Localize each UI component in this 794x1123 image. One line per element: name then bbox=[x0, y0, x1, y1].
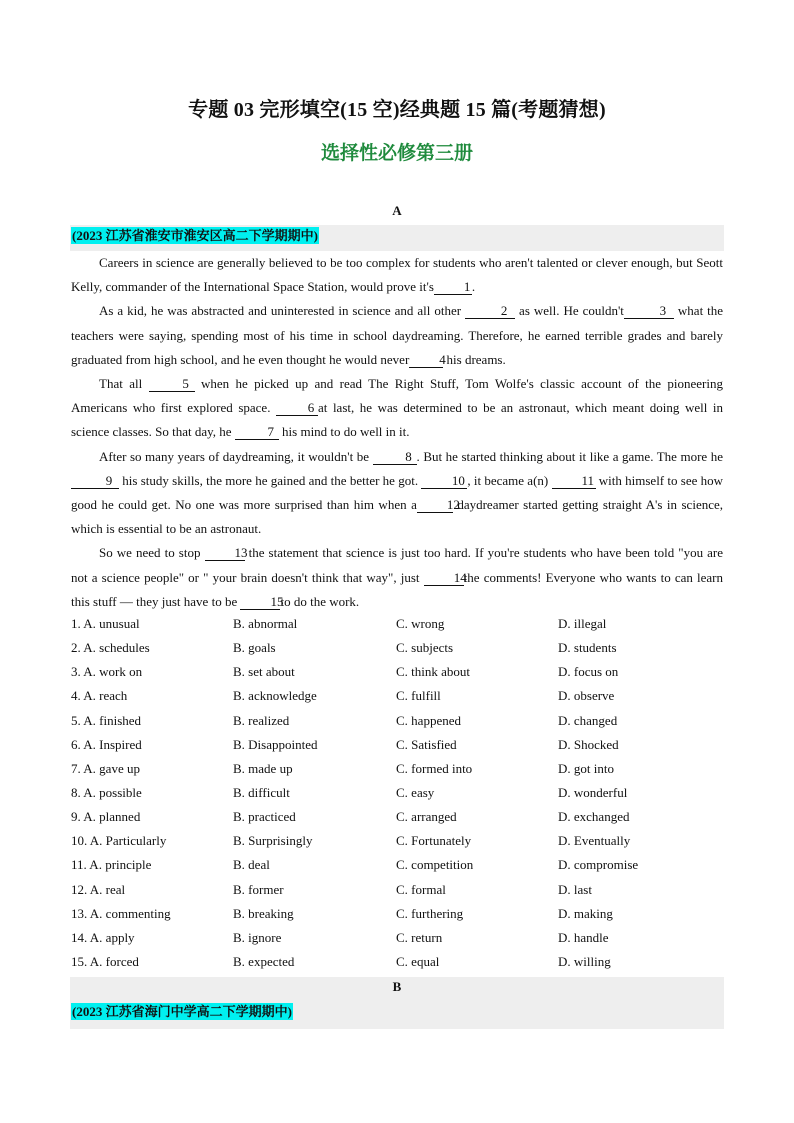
option-d: D. last bbox=[558, 881, 592, 897]
option-a: 5. A. finished bbox=[71, 712, 142, 728]
option-d: D. Shocked bbox=[558, 736, 619, 752]
option-row bbox=[71, 902, 723, 926]
option-d: D. changed bbox=[558, 712, 618, 728]
paragraph-1 bbox=[71, 251, 723, 299]
option-b: B. Surprisingly bbox=[233, 833, 313, 849]
option-a: 12. A. real bbox=[71, 881, 126, 897]
option-d: D. compromise bbox=[558, 857, 639, 873]
option-c: C. formal bbox=[396, 881, 446, 897]
option-d: D. got into bbox=[558, 760, 614, 776]
option-a: 6. A. Inspired bbox=[71, 736, 142, 752]
option-row bbox=[71, 853, 723, 877]
page-title: 专题 03 完形填空(15 空)经典题 15 篇(考题猜想) bbox=[188, 99, 606, 121]
option-row bbox=[71, 757, 723, 781]
option-row bbox=[71, 709, 723, 733]
option-b: B. deal bbox=[233, 857, 270, 873]
text: his mind to do well in it. bbox=[282, 424, 410, 440]
blank-13: 13 bbox=[205, 546, 245, 561]
option-b: B. acknowledge bbox=[233, 688, 317, 704]
text: . But he started thinking about it like a game. The more he bbox=[416, 448, 724, 464]
option-row bbox=[71, 878, 723, 902]
option-c: C. competition bbox=[396, 857, 474, 873]
option-c: C. easy bbox=[396, 784, 435, 800]
paragraph-5 bbox=[71, 541, 723, 614]
option-d: D. focus on bbox=[558, 664, 619, 680]
option-a: 13. A. commenting bbox=[71, 905, 171, 921]
option-a: 9. A. planned bbox=[71, 809, 141, 825]
text: . bbox=[471, 279, 476, 295]
text: his dreams. bbox=[446, 351, 506, 367]
text: his study skills, the more he gained and the better he got. bbox=[122, 472, 419, 488]
section-a-label: A bbox=[392, 203, 402, 218]
option-c: C. Satisfied bbox=[396, 736, 457, 752]
option-b: B. made up bbox=[233, 760, 293, 776]
option-row bbox=[71, 684, 723, 708]
option-c: C. Fortunately bbox=[396, 833, 472, 849]
text: , it became a(n) bbox=[467, 472, 549, 488]
option-c: C. formed into bbox=[396, 760, 473, 776]
option-d: D. Eventually bbox=[558, 833, 631, 849]
paragraph-3 bbox=[71, 372, 723, 445]
option-row bbox=[71, 660, 723, 684]
option-a: 15. A. forced bbox=[71, 953, 139, 969]
option-c: C. wrong bbox=[396, 616, 445, 631]
text: at last, he was determined to be an astronaut, which meant doing well in science classes. So that day, he bbox=[71, 400, 724, 440]
option-row bbox=[71, 950, 723, 974]
blank-2: 2 bbox=[465, 304, 515, 319]
blank-15: 15 bbox=[240, 595, 280, 610]
option-a: 14. A. apply bbox=[71, 929, 135, 945]
text: what the teachers were saying, spending most of his time in school daydreaming. Therefore, he earned terrible grades and barely graduated from high school, and he even thought he would never bbox=[71, 303, 724, 367]
section-b-source: (2023 江苏省海门中学高二下学期期中) bbox=[72, 1004, 292, 1019]
blank-3: 3 bbox=[624, 304, 674, 319]
text: After so many years of daydreaming, it wouldn't be bbox=[99, 448, 369, 464]
option-d: D. illegal bbox=[558, 616, 607, 631]
text: That all bbox=[99, 376, 143, 392]
blank-6: 6 bbox=[276, 401, 318, 416]
text: As a kid, he was abstracted and uninterested in science and all other bbox=[99, 303, 462, 319]
option-b: B. ignore bbox=[233, 929, 282, 945]
option-c: C. arranged bbox=[396, 809, 457, 825]
section-b-label: B bbox=[392, 979, 402, 994]
option-a: 7. A. gave up bbox=[71, 760, 140, 776]
blank-9: 9 bbox=[71, 474, 119, 489]
option-row bbox=[71, 829, 723, 853]
option-b: B. Disappointed bbox=[233, 736, 318, 752]
paragraph-4 bbox=[71, 445, 723, 542]
option-b: B. difficult bbox=[233, 784, 290, 800]
option-a: 10. A. Particularly bbox=[71, 833, 167, 849]
text: So we need to stop bbox=[99, 545, 201, 561]
blank-14: 14 bbox=[424, 571, 464, 586]
text: when he picked up and read The Right Stuff, Tom Wolfe's classic account of the pioneering Americans who first explored space. bbox=[71, 376, 723, 416]
option-row bbox=[71, 926, 723, 950]
option-b: B. realized bbox=[233, 712, 290, 728]
option-row bbox=[71, 733, 723, 757]
option-b: B. abnormal bbox=[233, 616, 298, 631]
text: Careers in science are generally believed to be too complex for students who aren't talented or clever enough, but Seott Kelly, commander of the International Space Station, would prove it's bbox=[71, 255, 723, 295]
passage-a bbox=[71, 251, 723, 614]
option-row bbox=[71, 805, 723, 829]
text: daydreamer started getting straight A's in science, which is essential to be an astronaut. bbox=[71, 497, 724, 537]
option-c: C. return bbox=[396, 929, 443, 945]
blank-8: 8 bbox=[373, 450, 417, 465]
option-d: D. students bbox=[558, 640, 617, 656]
text: the comments! Everyone who wants to can learn this stuff — they just have to be bbox=[71, 569, 724, 609]
option-d: D. willing bbox=[558, 953, 611, 969]
option-a: 11. A. principle bbox=[71, 857, 152, 873]
option-row bbox=[71, 612, 723, 636]
option-a: 8. A. possible bbox=[71, 784, 142, 800]
option-c: C. happened bbox=[396, 712, 461, 728]
blank-10: 10 bbox=[421, 474, 467, 489]
option-a: 1. A. unusual bbox=[71, 616, 140, 631]
option-c: C. subjects bbox=[396, 640, 454, 656]
option-a: 3. A. work on bbox=[71, 664, 143, 680]
option-a: 2. A. schedules bbox=[71, 640, 150, 656]
option-b: B. former bbox=[233, 881, 284, 897]
option-b: B. set about bbox=[233, 664, 295, 680]
option-d: D. observe bbox=[558, 688, 615, 704]
option-d: D. making bbox=[558, 905, 613, 921]
option-a: 4. A. reach bbox=[71, 688, 128, 704]
option-b: B. goals bbox=[233, 640, 276, 656]
blank-1: 1 bbox=[434, 280, 472, 295]
option-b: B. breaking bbox=[233, 905, 294, 921]
section-a-source: (2023 江苏省淮安市淮安区高二下学期期中) bbox=[72, 228, 318, 243]
text: the statement that science is just too hard. If you're students who have been told "you are not a science people" or " your brain doesn't think that way", just bbox=[71, 545, 724, 585]
text: to do the work. bbox=[280, 593, 360, 609]
blank-7: 7 bbox=[235, 425, 279, 440]
option-d: D. exchanged bbox=[558, 809, 630, 825]
blank-11: 11 bbox=[552, 474, 596, 489]
blank-12: 12 bbox=[417, 498, 453, 513]
options-list bbox=[71, 612, 723, 974]
option-c: C. fulfill bbox=[396, 688, 441, 704]
option-row bbox=[71, 781, 723, 805]
blank-5: 5 bbox=[149, 377, 195, 392]
paragraph-2 bbox=[71, 299, 723, 372]
option-d: D. handle bbox=[558, 929, 609, 945]
option-d: D. wonderful bbox=[558, 784, 628, 800]
text: as well. He couldn't bbox=[519, 303, 624, 319]
option-c: C. furthering bbox=[396, 905, 464, 921]
option-row bbox=[71, 636, 723, 660]
option-c: C. think about bbox=[396, 664, 471, 680]
option-b: B. practiced bbox=[233, 809, 296, 825]
option-b: B. expected bbox=[233, 953, 295, 969]
page-subtitle: 选择性必修第三册 bbox=[320, 143, 473, 164]
option-c: C. equal bbox=[396, 953, 440, 969]
text: with himself to see how good he could get. No one was more surprised than him when a bbox=[71, 472, 724, 513]
blank-4: 4 bbox=[409, 353, 443, 368]
